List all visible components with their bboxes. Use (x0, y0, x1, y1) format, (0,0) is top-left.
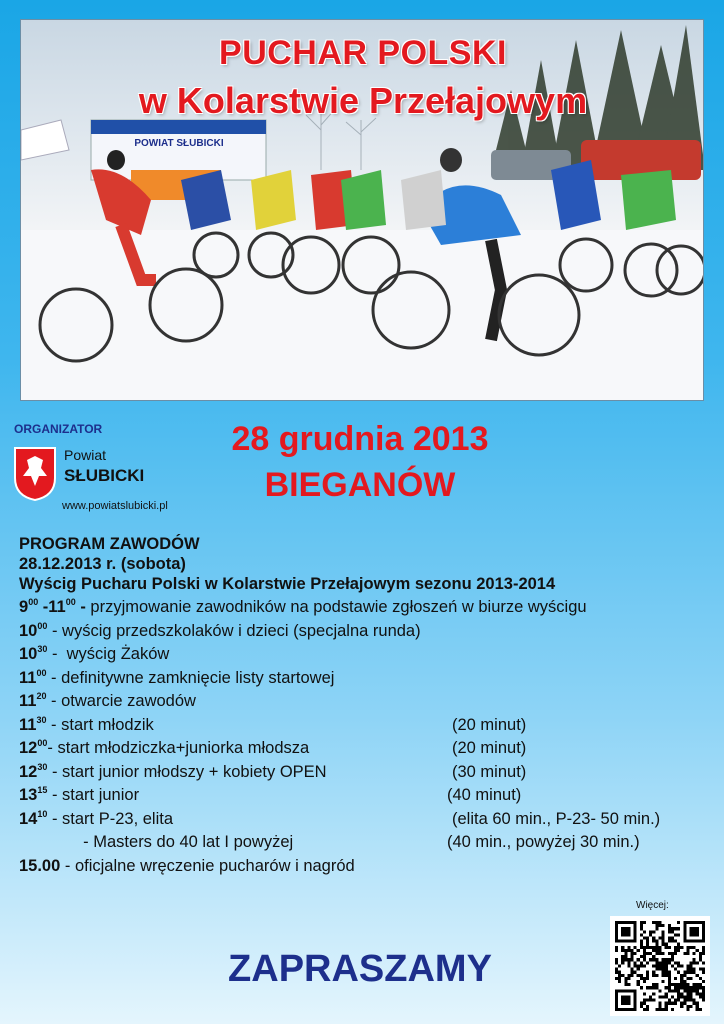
program-time: $12^{00}$ (19, 738, 48, 757)
program-text: - wyścig Żaków (47, 645, 170, 663)
invite-text: ZAPRASZAMY (228, 948, 492, 990)
program-time: $10^{00}$ (19, 620, 48, 640)
program-section (19, 534, 709, 878)
program-text: - start P-23, elita (47, 809, 174, 828)
program-text: - start młodziczka+juniorka młodsza (47, 739, 310, 757)
program-item (19, 761, 709, 785)
program-duration: (30 minut) (452, 762, 527, 781)
program-time: $12^{30}$ (19, 761, 48, 781)
program-time: $11^{20}$ (19, 691, 47, 710)
program-race-title: Wyścig Pucharu Polski w Kolarstwie Przełajowym sezonu 2013-2014 (19, 575, 556, 593)
program-text: - otwarcie zawodów (46, 692, 196, 710)
organizer-powiat: Powiat (64, 447, 107, 463)
title-line-1: PUCHAR POLSKI (219, 34, 507, 72)
program-text: - start junior młodszy + kobiety OPEN (47, 762, 327, 781)
organizer-label: ORGANIZATOR (14, 422, 103, 436)
cyclists-illustration (21, 20, 704, 401)
program-time: $10^{30}$ (19, 644, 48, 663)
event-place: BIEGANÓW (264, 466, 456, 504)
program-day: 28.12.2013 r. (sobota) (19, 555, 186, 573)
program-time: 15.00 (19, 856, 61, 875)
event-date: 28 grudnia 2013 (231, 420, 489, 458)
program-list (19, 620, 709, 855)
program-duration: (40 min., powyżej 30 min.) (447, 833, 640, 851)
program-time: $14^{10}$ (19, 808, 48, 828)
title-line-2: w Kolarstwie Przełajowym (138, 80, 588, 121)
event-photo (20, 19, 704, 401)
program-time: $9^{00}$ $-11^{00}$ - (19, 597, 91, 616)
program-item (19, 690, 709, 714)
program-item (19, 620, 709, 644)
program-text: - definitywne zamknięcie listy startowej (46, 668, 335, 687)
program-item (19, 808, 709, 832)
more-label: Więcej: (636, 900, 669, 911)
program-time: $13^{15}$ (19, 785, 48, 804)
program-item (19, 643, 709, 667)
program-duration: (20 minut) (452, 715, 527, 734)
program-text: - Masters do 40 lat I powyżej (19, 833, 294, 851)
organizer-name: SŁUBICKI (64, 466, 145, 485)
program-heading: PROGRAM ZAWODÓW (19, 535, 200, 553)
program-text: - start młodzik (46, 715, 154, 734)
coat-of-arms-icon (13, 446, 57, 502)
program-item (19, 667, 709, 691)
program-item-final (19, 855, 709, 879)
program-item (19, 714, 709, 738)
program-text: przyjmowanie zawodników na podstawie zgłoszeń w biurze wyścigu (90, 598, 587, 616)
program-time: $11^{30}$ (19, 714, 47, 734)
program-duration: (elita 60 min., P-23- 50 min.) (452, 809, 661, 828)
program-duration: (20 minut) (452, 739, 527, 757)
program-item (19, 737, 709, 761)
banner-text: POWIAT SŁUBICKI (134, 138, 224, 149)
program-item (19, 831, 709, 855)
program-text: - start junior (47, 786, 140, 804)
program-item-first (19, 596, 705, 620)
program-item (19, 784, 709, 808)
program-time: $11^{00}$ (19, 667, 47, 687)
program-text: - oficjalne wręczenie pucharów i nagród (60, 856, 355, 875)
program-duration: (40 minut) (447, 786, 522, 804)
qr-code-icon[interactable] (610, 916, 710, 1016)
program-text: - wyścig przedszkolaków i dzieci (specjalna runda) (47, 621, 421, 640)
organizer-website-link[interactable]: www.powiatslubicki.pl (62, 500, 168, 512)
